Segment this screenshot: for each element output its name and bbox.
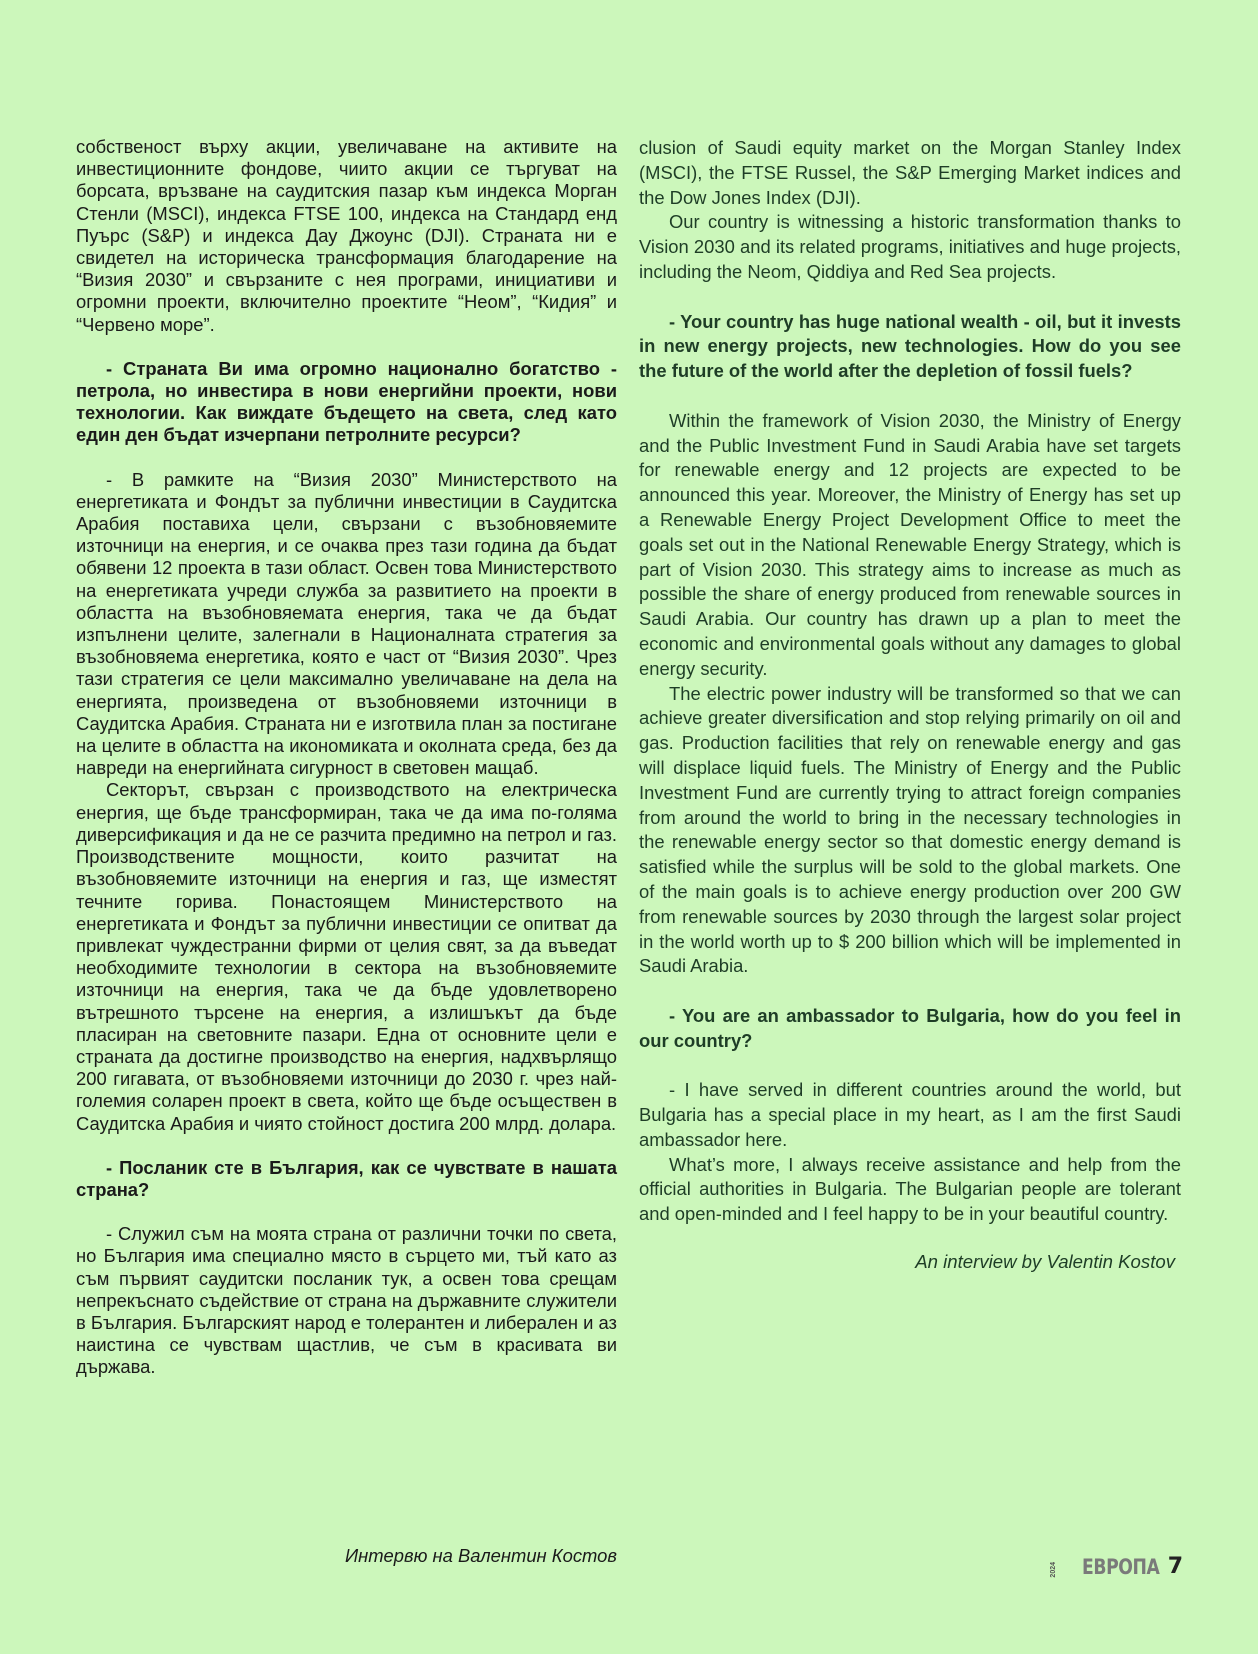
page-footer — [1050, 1556, 1183, 1578]
en-answer-ambassador-2: What’s more, I always receive assistance and help from the official authorities in Bulgaria. The Bulgarian people are tolerant and open-minded and I feel happy to be in your beautiful country. — [639, 1153, 1181, 1225]
en-answer-energy-2: The electric power industry will be transformed so that we can achieve greater diversification and stop relying primarily on oil and gas. Production facilities that rely on renewable energy and gas will displace liquid fuels. The Ministry of Energy and the Public Investment Fund are currently trying to attract foreign companies from around the world to bring in the necessary technologies in the renewable energy sector so that domestic energy demand is satisfied while the surplus will be sold to the global markets. One of the main goals is to achieve energy production over 200 GW from renewable sources by 2030 through the largest solar project in the world worth up to $ 200 billion which will be implemented in Saudi Arabia. — [639, 682, 1181, 977]
magazine-logo: ЕВРОПА — [1082, 1555, 1160, 1579]
en-question-ambassador: - You are an ambassador to Bulgaria, how do you feel in our country? — [639, 1004, 1181, 1051]
page-number: 7 — [1167, 1554, 1183, 1579]
bg-answer-ambassador: - Служил съм на моята страна от различни точки по света, но България има специално място в сърцето ми, тъй като аз съм първият саудитски посланик тук, а освен това срещам непрекъснато съдействие от страна на държавните служители в България. Българският народ е толерантен и либерален и аз наистина се чувствам щастлив, че съм в красивата ви държава. — [76, 1223, 617, 1378]
english-column — [639, 136, 1181, 1273]
bg-signature: Интервю на Валентин Костов — [344, 1545, 617, 1566]
en-paragraph-vision: Our country is witnessing a historic transformation thanks to Vision 2030 and its related programs, initiatives and huge projects, including the Neom, Qiddiya and Red Sea projects. — [639, 211, 1181, 282]
bg-paragraph-intro: собственост върху акции, увеличаване на активите на инвестиционните фондове, чиито акции се търгуват на борсата, връзване на саудитския пазар към индекса Морган Стенли (MSCI), индекса FTSE 100, индекса на Стандард енд Пуърс (S&P) и индекса Дау Джоунс (DJI). Страната ни е свидетел на историческа трансформация благодарение на “Визия 2030” и свързаните с нея програми, инициативи и огромни проекти, включително проектите “Неом”, “Кидия” и “Червено море”. — [76, 136, 617, 335]
bg-answer-energy-1: - В рамките на “Визия 2030” Министерството на енергетиката и Фондът за публични инвестиции в Саудитска Арабия поставиха цели, свързани с възобновяемите източници на енергия, и се очаква през тази година да бъдат обявени 12 проекта в тази област. Освен това Министерството на енергетиката учреди служба за развитието на проекти в областта на възобновяемата енергия, така че да бъдат изпълнени целите, залегнали в Националната стратегия за възобновяема енергетика, която е част от “Визия 2030”. Чрез тази стратегия се цели максимално увеличаване на дела на енергията, произведена от възобновяеми източници в Саудитска Арабия. Страната ни е изготвила план за постигане на целите в областта на икономиката и околната среда, без да навреди на енергийната сигурност в световен мащаб. — [76, 468, 617, 779]
bulgarian-column — [76, 136, 617, 1379]
bg-answer-energy-2: Секторът, свързан с производството на електрическа енергия, ще бъде трансформиран, така че да има по-голяма диверсификация и да не се разчита предимно на петрол и газ. Производствените мощности, които разчитат на възобновяемите източници на енергия и газ, ще изместят течните горива. Понастоящем Министерството на енергетиката и Фондът за публични инвестиции се опитват да привлекат чуждестранни фирми от целия свят, за да въведат необходимите технологии в сектора на възобновяемите източници на енергия, така че да бъде удовлетворено вътрешното търсене на енергия, а излишъкът да бъде пласиран на световните пазари. Една от основните цели е страната да достигне производство на енергия, надхвърлящо 200 гигавата, от възобновяеми източници до 2030 г. чрез най-големия соларен проект в света, който ще бъде осъществен в Саудитска Арабия и чиято стойност достига 200 млрд. долара. — [76, 779, 617, 1134]
en-answer-energy-1: Within the framework of Vision 2030, the Ministry of Energy and the Public Investment Fund in Saudi Arabia have set targets for renewable energy and 12 projects are expected to be announced this year. Moreover, the Ministry of Energy has set up a Renewable Energy Project Development Office to meet the goals set out in the National Renewable Energy Strategy, which is part of Vision 2030. This strategy aims to increase as much as possible the share of energy produced from renewable sources in Saudi Arabia. Our country has drawn up a plan to meet the economic and environmental goals without any damages to global energy security. — [639, 409, 1181, 679]
bg-question-energy: - Страната Ви има огромно национално богатство - петрола, но инвестира в нови енергийни проекти, нови технологии. Как виждате бъдещето на света, след като един ден бъдат изчерпани петролните ресурси? — [76, 357, 617, 446]
en-question-energy: - Your country has huge national wealth - oil, but it invests in new energy projects, new technologies. How do you see the future of the world after the depletion of fossil fuels? — [639, 310, 1181, 382]
bg-question-ambassador: - Посланик сте в България, как се чувствате в нашата страна? — [76, 1156, 617, 1200]
en-answer-ambassador-1: - I have served in different countries around the world, but Bulgaria has a special place in my heart, as I am the first Saudi ambassador here. — [639, 1079, 1181, 1150]
brand-year: 2024 — [1050, 1562, 1058, 1578]
en-paragraph-continued: clusion of Saudi equity market on the Morgan Stanley Index (MSCI), the FTSE Russel, the S&P Emerging Market indices and the Dow Jones Index (DJI). — [639, 137, 1181, 208]
en-signature: An interview by Valentin Kostov — [915, 1251, 1175, 1273]
